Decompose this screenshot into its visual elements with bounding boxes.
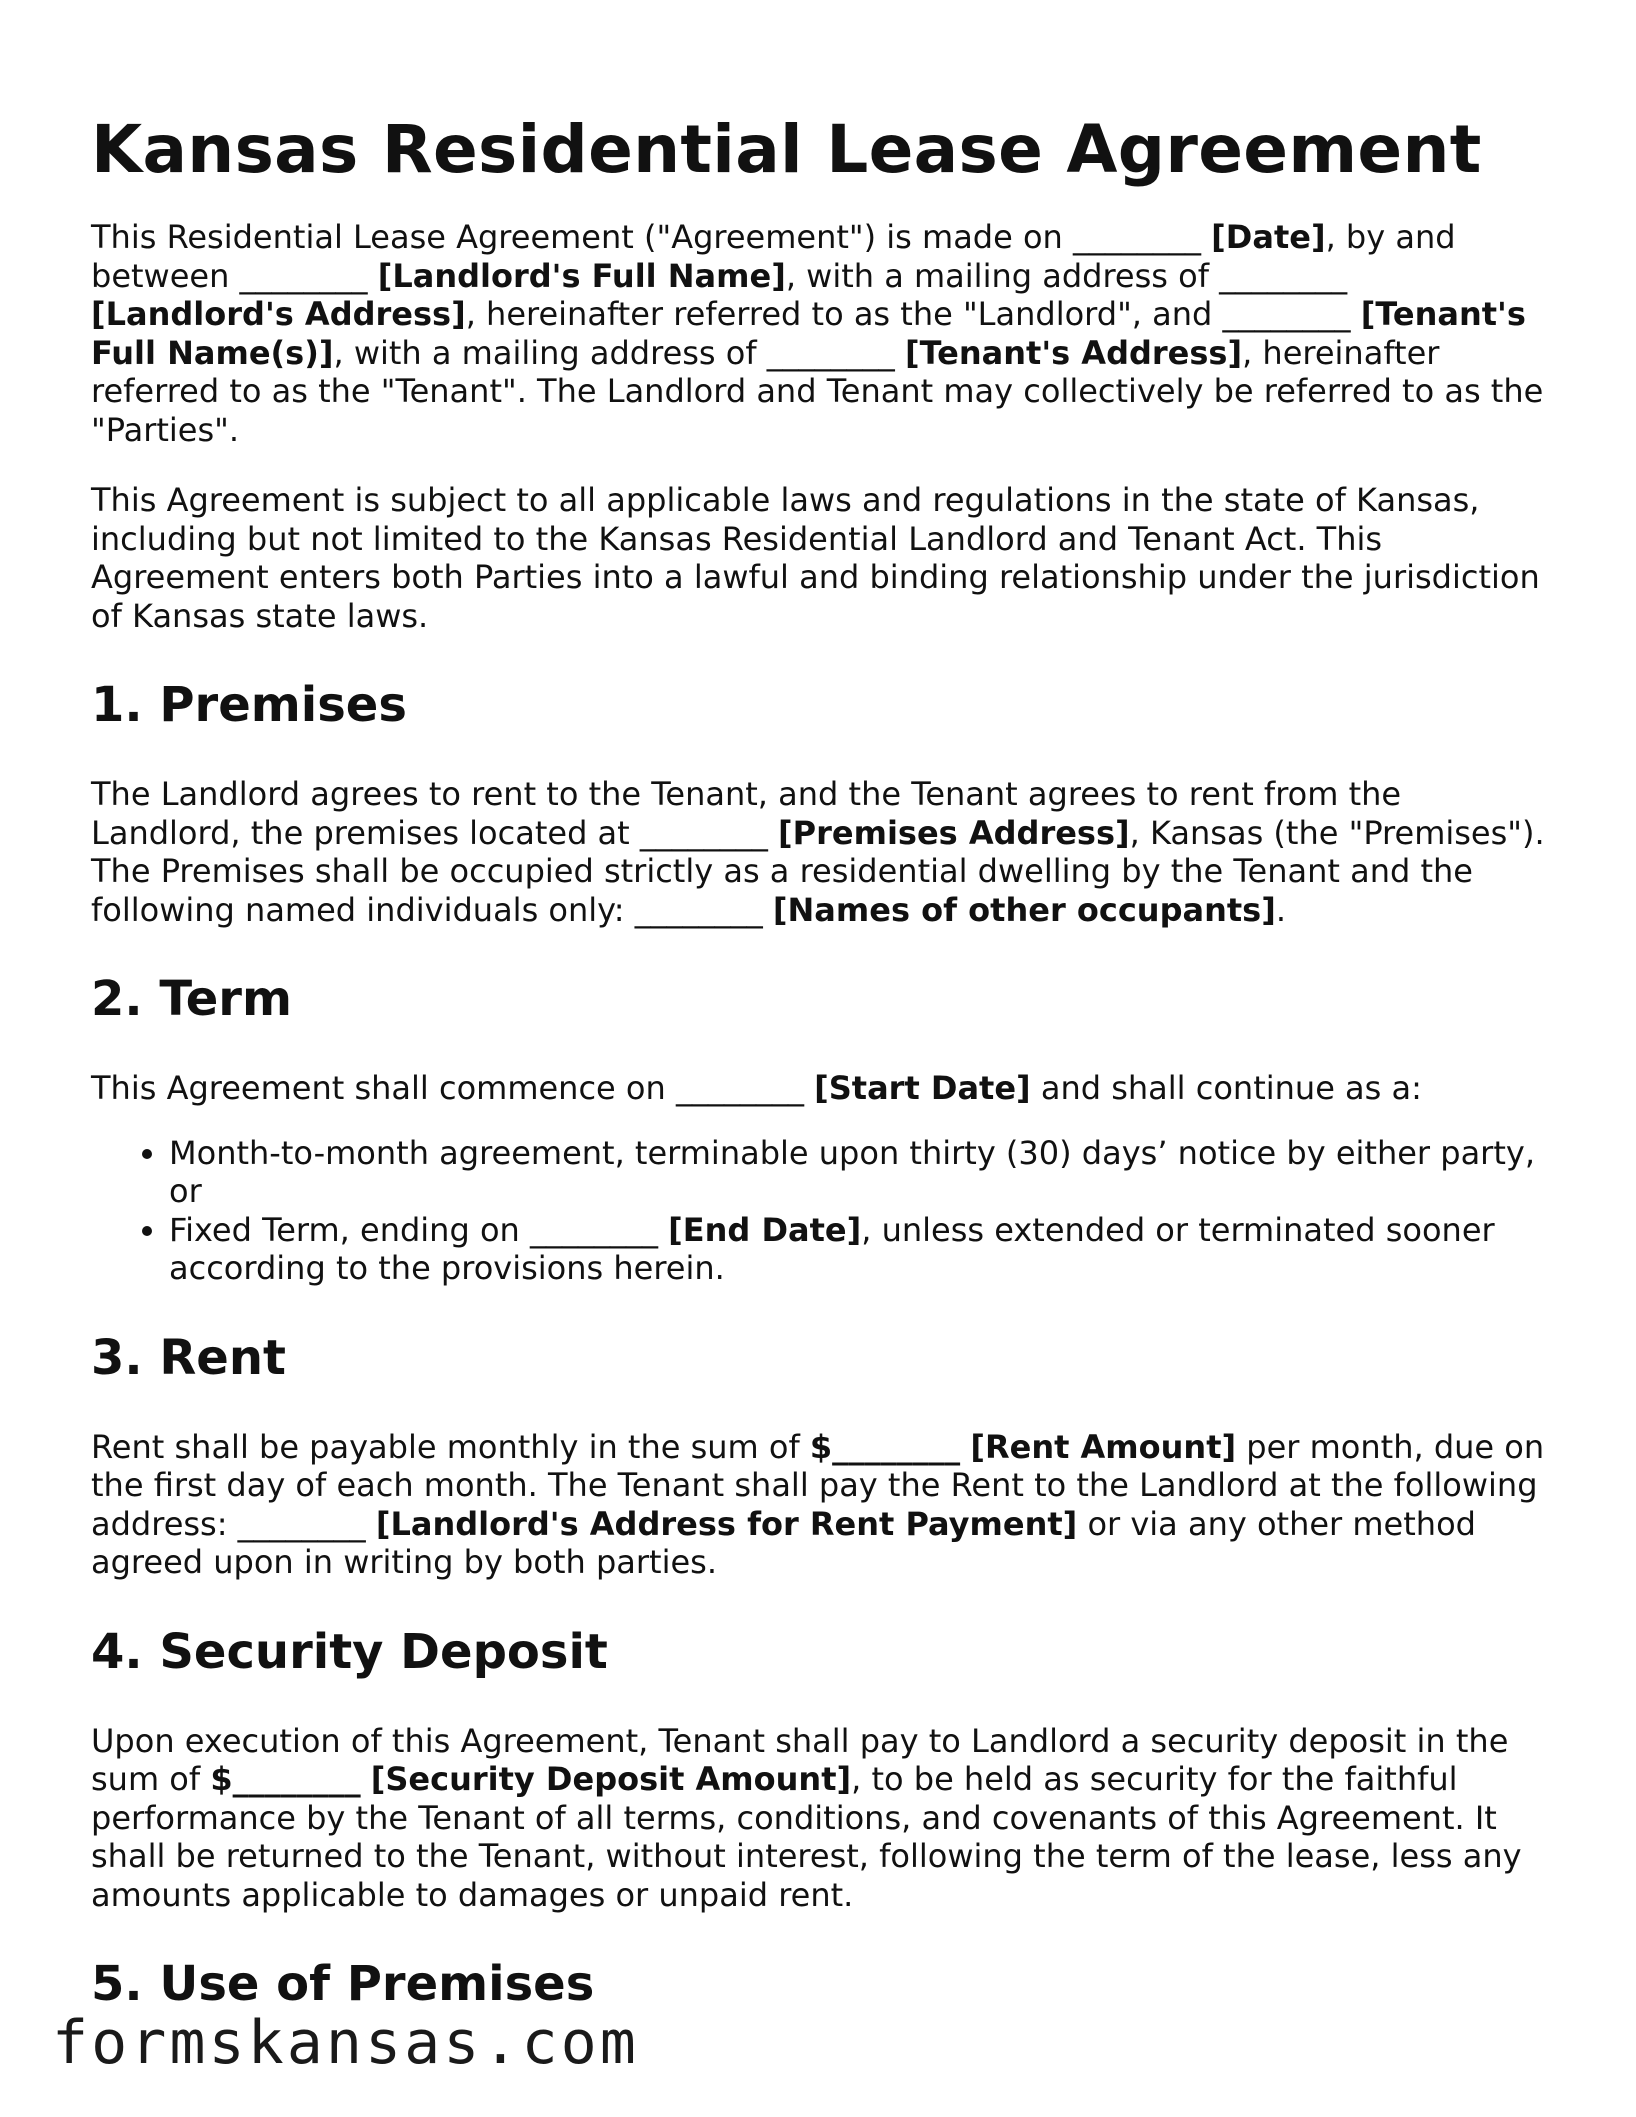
list-item: • Fixed Term, ending on ________ [End Date], unless extended or terminated sooner according to the provisions herein. — [169, 1211, 1551, 1288]
section-heading: 5. Use of Premises — [91, 1956, 595, 2012]
blank-field: ________ — [1073, 218, 1201, 256]
occupants-placeholder: [Names of other occupants] — [772, 890, 1276, 929]
blank-field: ________ — [1222, 295, 1351, 333]
section-security-deposit — [91, 1622, 1551, 1915]
start-date-placeholder: [Start Date] — [814, 1069, 1031, 1107]
landlord-name-placeholder: [Landlord's Full Name] — [377, 256, 786, 295]
section-body: Upon execution of this Agreement, Tenant shall pay to Landlord a security deposit in the sum of $________ [Security Deposit Amount], to be held as security for the faithful performance by the Tenant of all terms, conditions, and covenants of this Agreement. It shall be returned to the Tenant, without interest, following the term of the lease, less any amounts applicable to damages or unpaid rent. — [91, 1721, 1522, 1914]
section-use-of-premises — [91, 1954, 1551, 2014]
landlord-address-placeholder: [Landlord's Address] — [91, 295, 466, 333]
section-heading: 4. Security Deposit — [91, 1623, 608, 1680]
section-heading: 1. Premises — [91, 677, 407, 733]
deposit-amount-placeholder: [Security Deposit Amount] — [370, 1760, 852, 1798]
intro-paragraph: This Residential Lease Agreement ("Agreement") is made on ________ [Date], by and between ________ [Landlord's Full Name], with a mailing address of ________ [Landlord's Address], hereinafter referred to as the "Landlord", and ________ [Tenant's Full Name(s)], with a mailing address of ________ [Tenant's Address], hereinafter referred to as the "Tenant". The Landlord and Tenant may collectively be referred to as the "Parties". — [91, 218, 1544, 449]
premises-address-placeholder: [Premises Address] — [778, 813, 1130, 852]
blank-field: ________ — [639, 813, 768, 852]
end-date-placeholder: [End Date] — [668, 1210, 862, 1249]
section-body: Rent shall be payable monthly in the sum of $________ [Rent Amount] per month, due on the first day of each month. The Tenant shall pay the Rent to the Landlord at the following address: ________ [Landlord's Address for Rent Payment] or via any other method agreed upon in writing by both parties. — [91, 1427, 1545, 1581]
document-title: Kansas Residential Lease Agreement — [91, 111, 1482, 188]
section-premises — [91, 675, 1551, 929]
term-options-list — [91, 1134, 1551, 1288]
rent-amount-placeholder: [Rent Amount] — [970, 1427, 1237, 1466]
section-rent — [91, 1328, 1551, 1582]
blank-field: ________ — [675, 1069, 804, 1107]
section-body: The Landlord agrees to rent to the Tenant, and the Tenant agrees to rent from the Landlord, the premises located at ________ [Premises Address], Kansas (the "Premises"). The Premises shall be occupied strictly as a residential dwelling by the Tenant and the following named individuals only: ________ [Names of other occupants]. — [91, 775, 1545, 929]
section-term — [91, 969, 1551, 1288]
blank-field: ________ — [529, 1210, 658, 1249]
dollar-blank-field: $________ — [809, 1427, 961, 1466]
section-heading: 2. Term — [91, 971, 292, 1027]
list-item: • Month-to-month agreement, terminable upon thirty (30) days’ notice by either party, or — [169, 1134, 1551, 1211]
rent-address-placeholder: [Landlord's Address for Rent Payment] — [375, 1504, 1078, 1543]
date-placeholder: [Date] — [1211, 218, 1326, 256]
blank-field: ________ — [634, 890, 763, 929]
blank-field: ________ — [239, 256, 368, 295]
watermark-text: formskansas.com — [52, 2008, 639, 2078]
section-body: This Agreement shall commence on ________ [Start Date] and shall continue as a: — [91, 1069, 1422, 1107]
blank-field: ________ — [1219, 256, 1348, 295]
tenant-address-placeholder: [Tenant's Address] — [904, 333, 1243, 372]
blank-field: ________ — [766, 333, 895, 372]
document-page — [91, 110, 1551, 2054]
dollar-blank-field: $________ — [210, 1760, 361, 1798]
tenant-name-placeholder: [Tenant's Full Name(s)] — [91, 295, 1526, 372]
section-heading: 3. Rent — [91, 1329, 286, 1386]
jurisdiction-paragraph: This Agreement is subject to all applicable laws and regulations in the state of Kansas, including but not limited to the Kansas Residential Landlord and Tenant Act. This Agreement enters both Parties into a lawful and binding relationship under the jurisdiction of Kansas state laws. — [91, 481, 1540, 635]
blank-field: ________ — [237, 1504, 366, 1543]
